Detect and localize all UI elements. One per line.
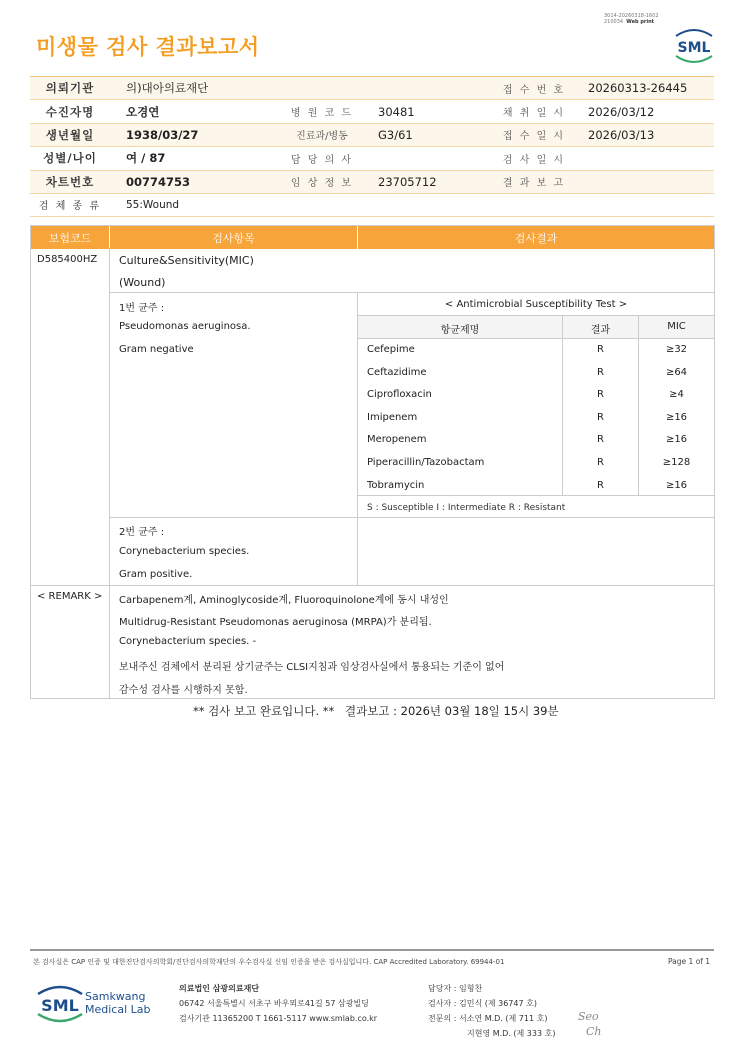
test-item-name: Culture&Sensitivity(MIC) xyxy=(119,254,254,267)
divider xyxy=(357,338,714,339)
doctor-label: 담 당 의 사 xyxy=(290,154,354,166)
dept-value: G3/61 xyxy=(378,127,413,142)
page-number: Page 1 of 1 xyxy=(668,957,711,966)
header-insurance-code: 보험코드 xyxy=(31,226,110,249)
collect-date-value: 2026/03/12 xyxy=(588,104,655,119)
remark-line: Carbapenem계, Aminoglycoside계, Fluoroquinolone계에 동시 내성인 xyxy=(119,595,449,606)
divider xyxy=(109,292,714,293)
remark-line: Corynebacterium species. - xyxy=(119,636,257,647)
logo-text: SML xyxy=(677,40,711,56)
signature: Seo xyxy=(578,1010,599,1023)
specimen-value: 55:Wound xyxy=(126,198,180,211)
insurance-code: D585400HZ xyxy=(37,254,98,265)
report-complete-text: ** 검사 보고 완료입니다. ** xyxy=(193,704,335,718)
ast-col-mic: MIC xyxy=(667,321,686,332)
client-label: 의뢰기관 xyxy=(45,81,95,96)
ast-result: R xyxy=(597,344,604,355)
organism2-title: 2번 균주 : xyxy=(119,527,165,538)
report-title: 미생물 검사 결과보고서 xyxy=(36,35,260,59)
footer-logo-mark: SML xyxy=(41,996,79,1015)
test-date-label: 검 사 일 시 xyxy=(502,154,566,166)
collect-date-label: 채 취 일 시 xyxy=(502,108,566,120)
footer-staff: 담당자 : 임형찬 검사자 : 김민식 (제 36747 호) 전문의 : 서소연 M.D. (제 711 호) 지현영 M.D. (제 333 호) xyxy=(428,984,556,1038)
header-test-item: 검사항목 xyxy=(110,226,358,249)
receipt-date-value: 2026/03/13 xyxy=(588,127,655,142)
receipt-no-value: 20260313-26445 xyxy=(588,81,688,96)
ast-drug-name: Meropenem xyxy=(367,434,427,445)
divider xyxy=(357,495,714,496)
specimen-label: 검 체 종 류 xyxy=(38,201,102,213)
document-code: 3014-20260318-1602 210034 Web print xyxy=(604,13,659,25)
ast-result: R xyxy=(597,480,604,491)
sex-age-label: 성별/나이 xyxy=(43,151,97,166)
divider xyxy=(109,517,714,518)
header-test-result: 검사결과 xyxy=(514,231,558,245)
info-row xyxy=(30,124,714,147)
receipt-no-label: 접 수 번 호 xyxy=(502,84,566,96)
ast-drug-name: Ceftazidime xyxy=(367,367,427,378)
organism1-name: Pseudomonas aeruginosa. xyxy=(119,321,251,332)
footer-logo-text: Samkwang Medical Lab xyxy=(85,990,151,1016)
clinical-label: 임 상 정 보 xyxy=(290,178,354,190)
patient-info-table xyxy=(30,76,714,217)
chart-no-label: 차트번호 xyxy=(45,174,95,189)
divider xyxy=(109,248,110,698)
remark-line: 감수성 검사를 시행하지 못함. xyxy=(119,685,248,696)
ast-result: R xyxy=(597,457,604,468)
ast-drug-name: Cefepime xyxy=(367,344,415,355)
ast-drug-name: Tobramycin xyxy=(367,480,425,491)
chart-no-value: 00774753 xyxy=(126,174,191,189)
divider xyxy=(30,585,715,586)
footer-org-info: 의료법인 삼광의료재단 06742 서울특별시 서초구 바우뫼로41길 57 삼광빌딩 검사기관 11365200 T 1661-5117 www.smlab.co.kr xyxy=(179,984,378,1023)
info-row xyxy=(30,171,714,194)
ast-col-result: 결과 xyxy=(590,325,611,336)
ast-drug-name: Imipenem xyxy=(367,412,418,423)
ast-mic: ≥16 xyxy=(665,480,688,491)
organism2-gram: Gram positive. xyxy=(119,569,193,580)
ast-result: R xyxy=(597,412,604,423)
sml-logo xyxy=(672,26,716,66)
result-table-header xyxy=(31,226,714,249)
hospital-code-label: 병 원 코 드 xyxy=(290,108,354,120)
dob-value: 1938/03/27 xyxy=(126,127,199,142)
clinical-value: 23705712 xyxy=(378,174,437,189)
ast-mic: ≥64 xyxy=(665,367,688,378)
patient-value: 오경연 xyxy=(126,104,160,119)
ast-mic: ≥32 xyxy=(665,344,688,355)
divider xyxy=(562,315,563,495)
hospital-code-value: 30481 xyxy=(378,104,415,119)
info-row xyxy=(30,100,714,123)
ast-mic: ≥16 xyxy=(665,434,688,445)
ast-drug-name: Ciprofloxacin xyxy=(367,389,432,400)
ast-title: < Antimicrobial Susceptibility Test > xyxy=(444,299,628,310)
organism2-name: Corynebacterium species. xyxy=(119,546,250,557)
info-row xyxy=(30,194,714,217)
remark-label: < REMARK > xyxy=(37,591,103,602)
ast-mic: ≥16 xyxy=(665,412,688,423)
ast-drug-name: Piperacillin/Tazobactam xyxy=(367,457,485,468)
ast-result: R xyxy=(597,434,604,445)
report-time: 결과보고 : 2026년 03월 18일 15시 39분 xyxy=(345,704,559,718)
ast-mic: ≥128 xyxy=(662,457,691,468)
sex-age-value: 여 / 87 xyxy=(126,151,166,166)
ast-result: R xyxy=(597,367,604,378)
info-row xyxy=(30,77,714,100)
ast-col-drug: 항균제명 xyxy=(440,325,480,336)
report-label: 결 과 보 고 xyxy=(502,178,566,190)
info-row xyxy=(30,147,714,170)
ast-legend: S : Susceptible I : Intermediate R : Resistant xyxy=(367,503,566,513)
certification-text: 본 검사실은 CAP 인증 및 대한진단검사의학회/진단검사의학재단의 우수검사실 신임 인증을 받은 검사실입니다. CAP Accredited Laboratory. 69944-01 xyxy=(33,958,505,966)
ast-result: R xyxy=(597,389,604,400)
sml-footer-logo xyxy=(35,982,85,1026)
divider xyxy=(638,315,639,495)
dept-label: 진료과/병동 xyxy=(296,131,348,143)
dob-label: 생년월일 xyxy=(45,127,95,142)
client-value: 의)대아의료재단 xyxy=(126,81,209,96)
organism1-title: 1번 균주 : xyxy=(119,303,165,314)
remark-line: Multidrug-Resistant Pseudomonas aeruginosa (MRPA)가 분리됨. xyxy=(119,617,432,628)
footer-divider xyxy=(30,949,714,951)
remark-line: 보내주신 검체에서 분리된 상기균주는 CLSI지침과 임상검사실에서 통용되는 기준이 없어 xyxy=(119,662,505,673)
signature: Ch xyxy=(586,1025,602,1038)
test-item-specimen: (Wound) xyxy=(119,276,166,289)
organism1-gram: Gram negative xyxy=(119,344,194,355)
ast-mic: ≥4 xyxy=(669,389,684,400)
receipt-date-label: 접 수 일 시 xyxy=(502,131,566,143)
patient-label: 수진자명 xyxy=(45,104,95,119)
